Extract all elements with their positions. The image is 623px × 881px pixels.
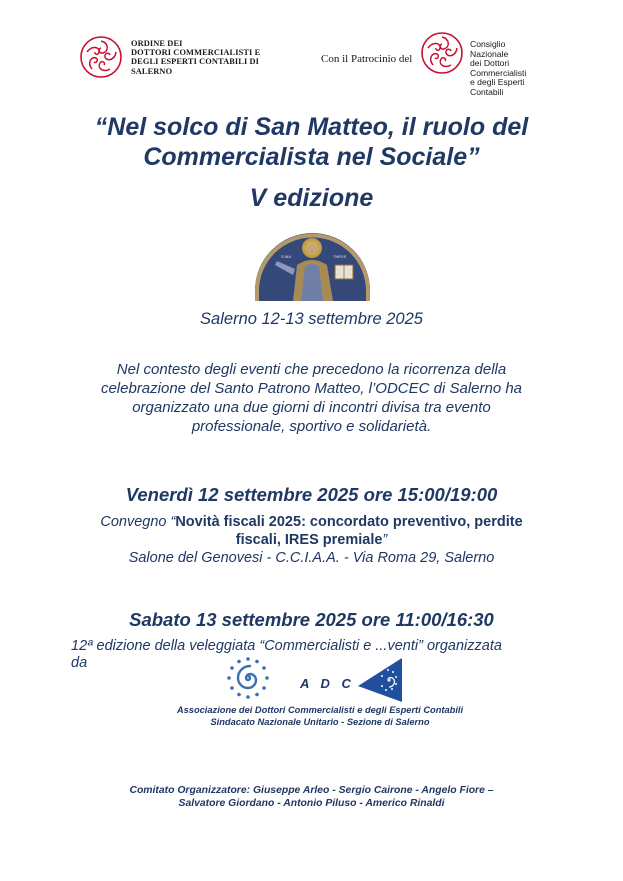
cndcec-name [470,40,531,98]
svg-text:THEVS: THEVS [333,254,347,259]
svg-text:S·MA: S·MA [281,254,291,259]
saturday-desc-line: 12ª edizione della veleggiata “Commercialisti e ...venti” organizzata [71,638,502,654]
conference-title-1: Novità fiscali 2025: concordato preventivo, perdite [175,514,523,530]
saturday-heading: Sabato 13 settembre 2025 ore 11:00/16:30 [129,609,494,630]
logo-line: DEGLI ESPERTI CONTABILI DI [131,57,260,67]
conference-suffix: ” [382,532,388,548]
odcec-salerno-name [131,39,260,76]
cndcec-rosette-icon [420,30,464,76]
saint-matthew-mosaic-image [255,233,370,301]
patronage-block [321,30,531,97]
friday-conference [40,513,583,567]
adc-caption-line: Sindacato Nazionale Unitario - Sezione di Salerno [210,717,430,727]
committee-line: Comitato Organizzatore: Giuseppe Arleo - Sergio Cairone - Angelo Fiore – [129,785,494,796]
place-date: Salerno 12-13 settembre 2025 [200,310,423,328]
adc-caption [150,704,490,728]
patronage-line: dei Dottori Commercialisti [470,58,527,78]
adc-label: A D C [300,676,355,691]
adc-spiral-icon [226,656,270,700]
title-line-2: Commercialista nel Sociale” [143,143,480,171]
intro-line: Nel contesto degli eventi che precedono la ricorrenza della [116,361,507,378]
conference-line-2 [40,531,583,549]
logo-line: SALERNO [131,66,173,76]
committee-line: Salvatore Giordano - Antonio Piluso - Americo Rinaldi [178,798,445,809]
friday-heading: Venerdì 12 settembre 2025 ore 15:00/19:00 [125,484,498,505]
organizing-committee [0,784,623,810]
odcec-salerno-logo [79,35,269,79]
intro-line: professionale, sportivo e solidarietà. [191,418,432,435]
odcec-rosette-icon [79,35,123,79]
intro-paragraph [60,360,563,436]
event-title [0,112,623,172]
saturday-desc-line: da [71,655,88,671]
patronage-line: e degli Esperti Contabili [470,77,525,97]
patronage-line: Consiglio Nazionale [470,39,509,59]
conference-line-1 [40,513,583,531]
adc-caption-line: Associazione dei Dottori Commercialisti e degli Esperti Contabili [176,705,464,715]
logo-line: DOTTORI COMMERCIALISTI E [131,48,261,58]
adc-logo-block [150,656,490,736]
conference-prefix: Convegno “ [100,514,176,530]
patronage-label: Con il Patrocinio del [321,53,413,65]
conference-title-2: fiscali, IRES premiale [235,532,383,548]
logo-line: ORDINE DEI [131,39,183,48]
edition-label: V edizione [249,184,374,212]
intro-line: celebrazione del Santo Patrono Matteo, l’ODCEC di Salerno ha [100,380,523,397]
adc-triangle-icon [358,658,404,702]
conference-location: Salone del Genovesi - C.C.I.A.A. - Via Roma 29, Salerno [128,550,495,566]
intro-line: organizzato una due giorni di incontri divisa tra evento [132,399,491,416]
title-line-1: “Nel solco di San Matteo, il ruolo del [94,113,529,141]
